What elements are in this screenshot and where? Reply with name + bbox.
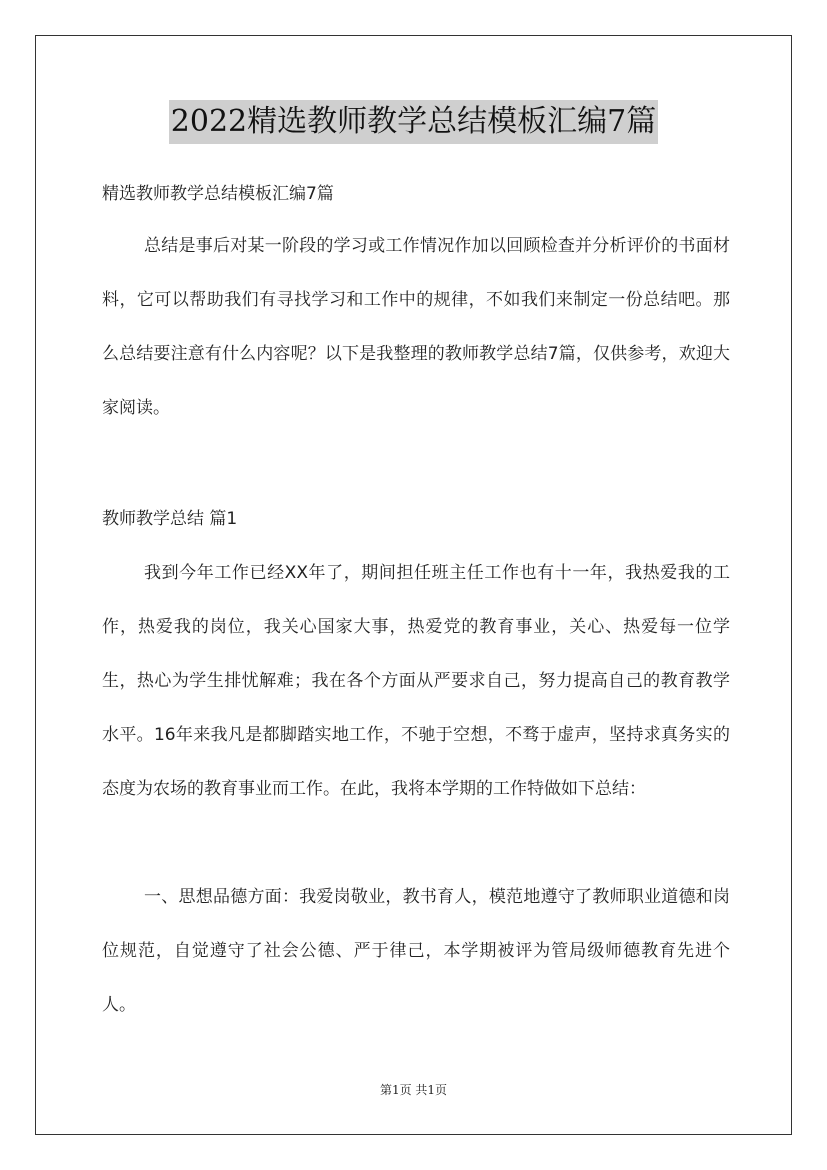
section-heading-1: 教师教学总结 篇1: [102, 509, 238, 529]
intro-paragraph: 总结是事后对某一阶段的学习或工作情况作加以回顾检查并分析评价的书面材料，它可以帮助我们有寻找学习和工作中的规律，不如我们来制定一份总结吧。那么总结要注意有什么内容呢？以下是我整理的教师教学总结7篇，仅供参考，欢迎大家阅读。: [102, 236, 730, 418]
page-footer: 第1页 共1页: [379, 1083, 448, 1097]
document-title: 2022精选教师教学总结模板汇编7篇: [169, 100, 658, 144]
document-subtitle: 精选教师教学总结模板汇编7篇: [102, 184, 334, 204]
section1-paragraph-2: 一、思想品德方面：我爱岗敬业，教书育人，模范地遵守了教师职业道德和岗位规范，自觉遵守了社会公德、严于律己，本学期被评为管局级师德教育先进个人。: [102, 887, 730, 1015]
title-container: [0, 100, 827, 144]
section1-paragraph-1: 我到今年工作已经XX年了，期间担任班主任工作也有十一年，我热爱我的工作，热爱我的岗位，我关心国家大事，热爱党的教育事业，关心、热爱每一位学生，热心为学生排忧解难；我在各个方面从严要求自己，努力提高自己的教育教学水平。16年来我凡是都脚踏实地工作，不驰于空想，不骛于虚声，坚持求真务实的态度为农场的教育事业而工作。在此，我将本学期的工作特做如下总结：: [102, 563, 730, 799]
